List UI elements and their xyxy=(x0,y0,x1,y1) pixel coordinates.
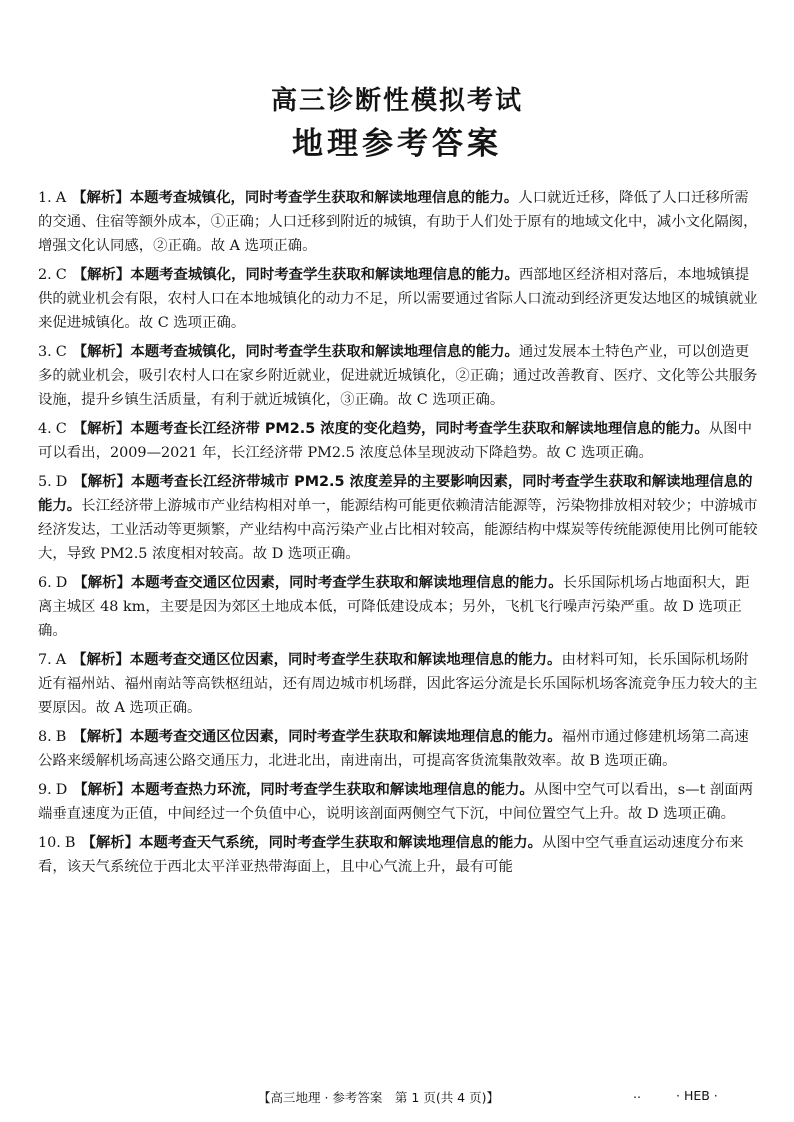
analysis-focus: 本题考查热力环流，同时考查学生获取和解读地理信息的能力。 xyxy=(130,782,534,798)
analysis-body: 从图中空气可以看出，s—t 剖面两端垂直速度为正值，中间经过一个负值中心，说明该剖面两侧空气下沉，中间位置空气上升。故 D 选项正确。 xyxy=(38,782,754,822)
answer-number: 8. xyxy=(38,729,52,745)
answer-number: 6. xyxy=(38,575,52,591)
answer-number: 3. xyxy=(38,344,52,360)
answer-number: 5. xyxy=(38,474,52,490)
analysis-focus: 本题考查交通区位因素，同时考查学生获取和解读地理信息的能力。 xyxy=(129,729,562,745)
analysis-focus: 本题考查长江经济带城市 PM2.5 浓度差异的主要影响因素，同时考查学生获取和解读地理信息的能力。 xyxy=(38,474,753,514)
analysis-body: 福州市通过修建机场第二高速公路来缓解机场高速公路交通压力，北进北出，南进南出，可提高客货流集散效率。故 B 选项正确。 xyxy=(38,729,749,769)
analysis-focus: 本题考查城镇化，同时考查学生获取和解读地理信息的能力。 xyxy=(129,190,519,206)
answer-key: A xyxy=(55,652,67,668)
analysis-body: 由材料可知，长乐国际机场附近有福州站、福州南站等高铁枢纽站，还有周边城市机场群，因此客运分流是长乐国际机场客流竞争压力较大的主要原因。故 A 选项正确。 xyxy=(38,652,758,716)
answer-number: 1. xyxy=(38,190,52,206)
analysis-body: 长乐国际机场占地面积大，距离主城区 48 km，主要是因为郊区土地成本低，可降低建设成本；另外，飞机飞行噪声污染严重。故 D 选项正确。 xyxy=(38,575,750,639)
analysis-tag: 【解析】 xyxy=(72,344,131,360)
answer-number: 7. xyxy=(38,652,52,668)
analysis-tag: 【解析】 xyxy=(73,474,131,490)
answer-key: C xyxy=(55,344,67,360)
answer-item xyxy=(38,470,762,566)
analysis-body: 长江经济带上游城市产业结构相对单一，能源结构可能更依赖清洁能源等，污染物排放相对较少；中游城市经济发达，工业活动等更频繁，产业结构中高污染产业占比相对较高，能源结构中煤炭等传统能源使用比例可能较大，导致 PM2.5 浓度相对较高。故 D 选项正确。 xyxy=(38,498,758,562)
answer-key: C xyxy=(55,421,67,437)
analysis-tag: 【解析】 xyxy=(72,652,130,668)
analysis-focus: 本题考查城镇化，同时考查学生获取和解读地理信息的能力。 xyxy=(130,344,519,360)
answer-item xyxy=(38,263,762,335)
answer-list xyxy=(38,186,762,884)
analysis-tag: 【解析】 xyxy=(72,729,130,745)
analysis-tag: 【解析】 xyxy=(72,421,131,437)
answer-key: D xyxy=(55,575,68,591)
answer-number: 9. xyxy=(38,782,52,798)
answer-item xyxy=(38,831,762,879)
answer-item xyxy=(38,648,762,720)
analysis-body: 通过发展本土特色产业，可以创造更多的就业机会，吸引农村人口在家乡附近就业，促进就近城镇化，②正确；通过改善教育、医疗、文化等公共服务设施，提升乡镇生活质量，有利于就近城镇化，③正确。故 C 选项正确。 xyxy=(38,344,758,408)
answer-number: 4. xyxy=(38,421,52,437)
answer-item xyxy=(38,571,762,643)
footer-dots: .. xyxy=(633,1086,641,1101)
analysis-body: 人口就近迁移，降低了人口迁移所需的交通、住宿等额外成本，①正确；人口迁移到附近的城镇，有助于人们处于原有的地域文化中，减小文化隔阂，增强文化认同感，②正确。故 A 选项正确。 xyxy=(38,190,758,254)
answer-key: A xyxy=(55,190,67,206)
analysis-focus: 本题考查交通区位因素，同时考查学生获取和解读地理信息的能力。 xyxy=(129,652,562,668)
analysis-body: 从图中可以看出，2009—2021 年，长江经济带 PM2.5 浓度总体呈现波动下降趋势。故 C 选项正确。 xyxy=(38,421,752,461)
answer-key: B xyxy=(55,729,67,745)
analysis-focus: 本题考查交通区位因素，同时考查学生获取和解读地理信息的能力。 xyxy=(130,575,563,591)
analysis-focus: 本题考查长江经济带 PM2.5 浓度的变化趋势，同时考查学生获取和解读地理信息的能力。 xyxy=(130,421,709,437)
answer-number: 10. xyxy=(38,835,61,851)
analysis-tag: 【解析】 xyxy=(73,575,131,591)
analysis-focus: 本题考查城镇化，同时考查学生获取和解读地理信息的能力。 xyxy=(130,267,519,283)
answer-item xyxy=(38,725,762,773)
answer-key: D xyxy=(55,782,68,798)
answer-key: D xyxy=(55,474,68,490)
page-subtitle: 地理参考答案 xyxy=(292,126,502,162)
answer-key: B xyxy=(64,835,76,851)
answer-number: 2. xyxy=(38,267,52,283)
answer-item xyxy=(38,340,762,412)
analysis-body: 从图中空气垂直运动速度分布来看，该天气系统位于西北太平洋亚热带海面上，且中心气流上升，最有可能 xyxy=(38,835,744,875)
answer-item xyxy=(38,186,762,258)
analysis-focus: 本题考查天气系统，同时考查学生获取和解读地理信息的能力。 xyxy=(139,835,542,851)
analysis-body: 西部地区经济相对落后，本地城镇提供的就业机会有限，农村人口在本地城镇化的动力不足，所以需要通过省际人口流动到经济更发达地区的城镇就业来促进城镇化。故 C 选项正确。 xyxy=(38,267,758,331)
answer-key: C xyxy=(55,267,67,283)
answer-item xyxy=(38,778,762,826)
page-title: 高三诊断性模拟考试 xyxy=(270,86,523,116)
analysis-tag: 【解析】 xyxy=(72,267,131,283)
answer-item xyxy=(38,417,762,465)
footer-page-info: 【高三地理 · 参考答案 第 1 页(共 4 页)】 xyxy=(258,1090,499,1105)
footer-code: · HEB · xyxy=(676,1088,718,1103)
analysis-tag: 【解析】 xyxy=(73,782,131,798)
analysis-tag: 【解析】 xyxy=(72,190,130,206)
analysis-tag: 【解析】 xyxy=(81,835,140,851)
